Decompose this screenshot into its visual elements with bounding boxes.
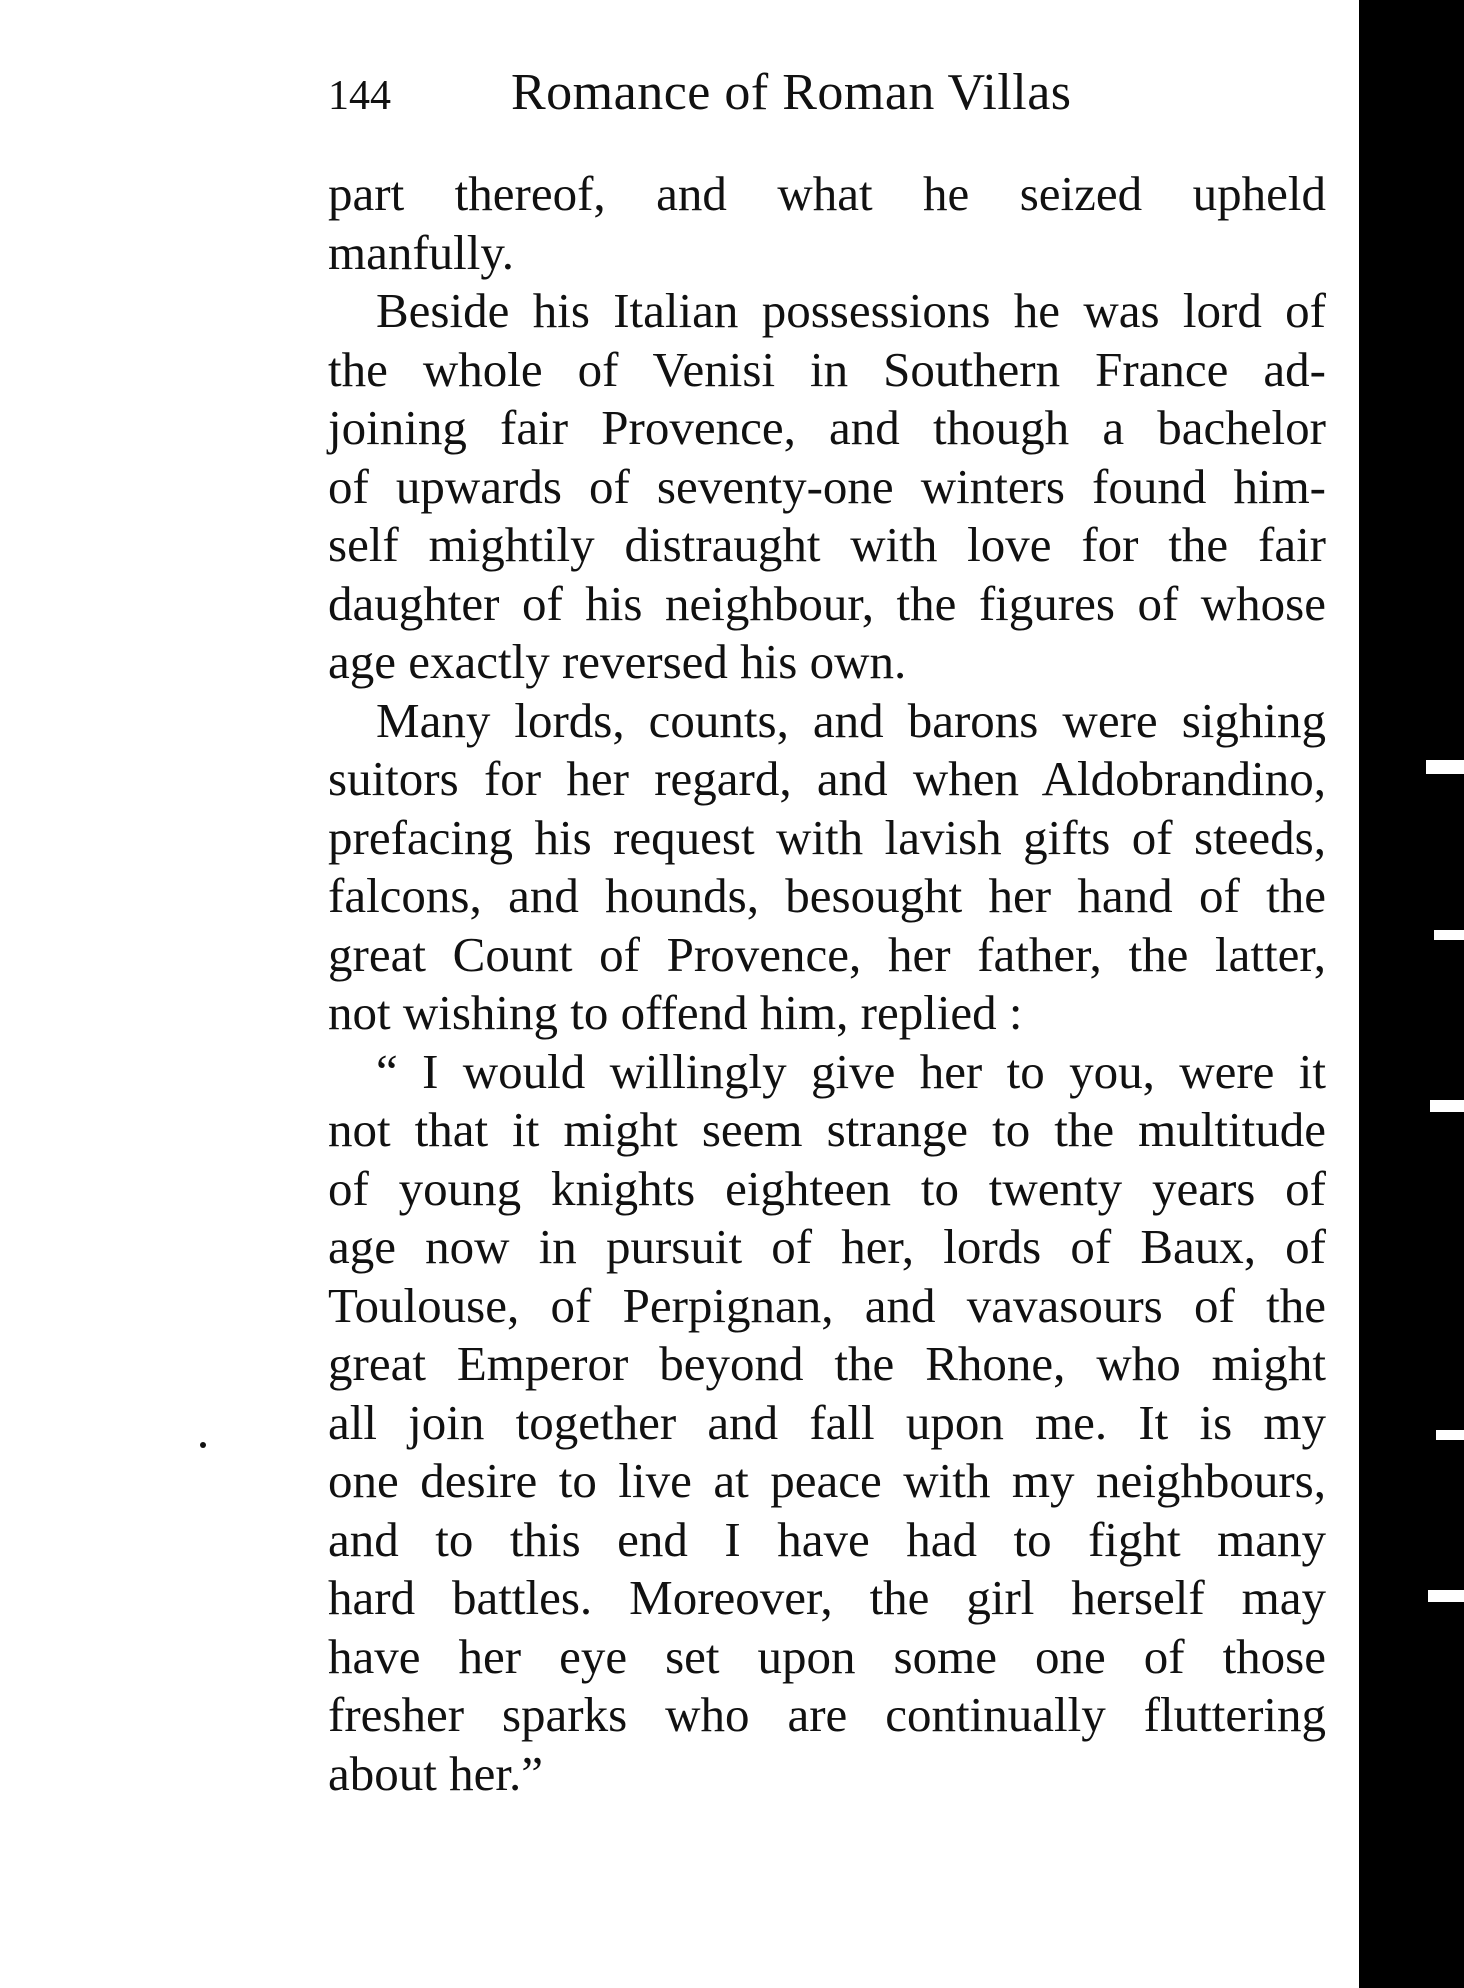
stray-ink-mark xyxy=(200,1442,206,1448)
text-line: part thereof, and what he seized upheld xyxy=(328,166,1326,221)
edge-notch xyxy=(1428,1590,1464,1602)
text-line: fresher sparks who are continually fluttering xyxy=(328,1687,1326,1742)
text-line: hard battles. Moreover, the girl herself may xyxy=(328,1570,1326,1625)
page-number: 144 xyxy=(328,73,391,119)
text-line: daughter of his neighbour, the figures of whose xyxy=(328,575,1326,631)
text-line: manfully. xyxy=(328,224,514,280)
text-line: Toulouse, of Perpignan, and vavasours of the xyxy=(328,1277,1326,1333)
text-line: have her eye set upon some one of those xyxy=(328,1628,1326,1684)
edge-notch xyxy=(1426,760,1464,774)
text-line: age now in pursuit of her, lords of Baux, of xyxy=(328,1219,1326,1274)
text-line: Many lords, counts, and barons were sighing xyxy=(376,692,1326,748)
text-line: great Emperor beyond the Rhone, who might xyxy=(328,1336,1326,1391)
text-line: not that it might seem strange to the multitude xyxy=(328,1102,1326,1157)
text-line: joining fair Provence, and though a bachelor xyxy=(328,400,1326,455)
text-line: age exactly reversed his own. xyxy=(328,634,907,689)
edge-notch xyxy=(1434,930,1464,940)
text-line: great Count of Provence, her father, the latter, xyxy=(328,926,1326,982)
text-line: all join together and fall upon me. It is my xyxy=(328,1394,1326,1450)
text-line: not wishing to offend him, replied : xyxy=(328,985,1023,1040)
edge-notch xyxy=(1436,1430,1464,1440)
text-line: the whole of Venisi in Southern France ad- xyxy=(328,341,1326,397)
text-line: falcons, and hounds, besought her hand of the xyxy=(328,868,1326,923)
text-line: “ I would willingly give her to you, were it xyxy=(376,1043,1326,1099)
page-header xyxy=(328,58,1228,128)
text-line: and to this end I have had to fight many xyxy=(328,1511,1326,1567)
running-title: Romance of Roman Villas xyxy=(511,64,1072,121)
text-line: one desire to live at peace with my neighbours, xyxy=(328,1453,1326,1508)
edge-notch xyxy=(1430,1100,1464,1112)
text-line: of young knights eighteen to twenty years of xyxy=(328,1160,1326,1216)
text-line: self mightily distraught with love for the fair xyxy=(328,517,1326,572)
text-line: Beside his Italian possessions he was lord of xyxy=(376,283,1326,338)
text-line: prefacing his request with lavish gifts of steeds, xyxy=(328,809,1326,865)
text-line: about her.” xyxy=(328,1745,543,1801)
page-edge-shadow xyxy=(1359,0,1464,1988)
text-line: suitors for her regard, and when Aldobrandino, xyxy=(328,751,1326,806)
text-line: of upwards of seventy-one winters found him- xyxy=(328,458,1326,514)
body-text xyxy=(328,165,1326,1803)
